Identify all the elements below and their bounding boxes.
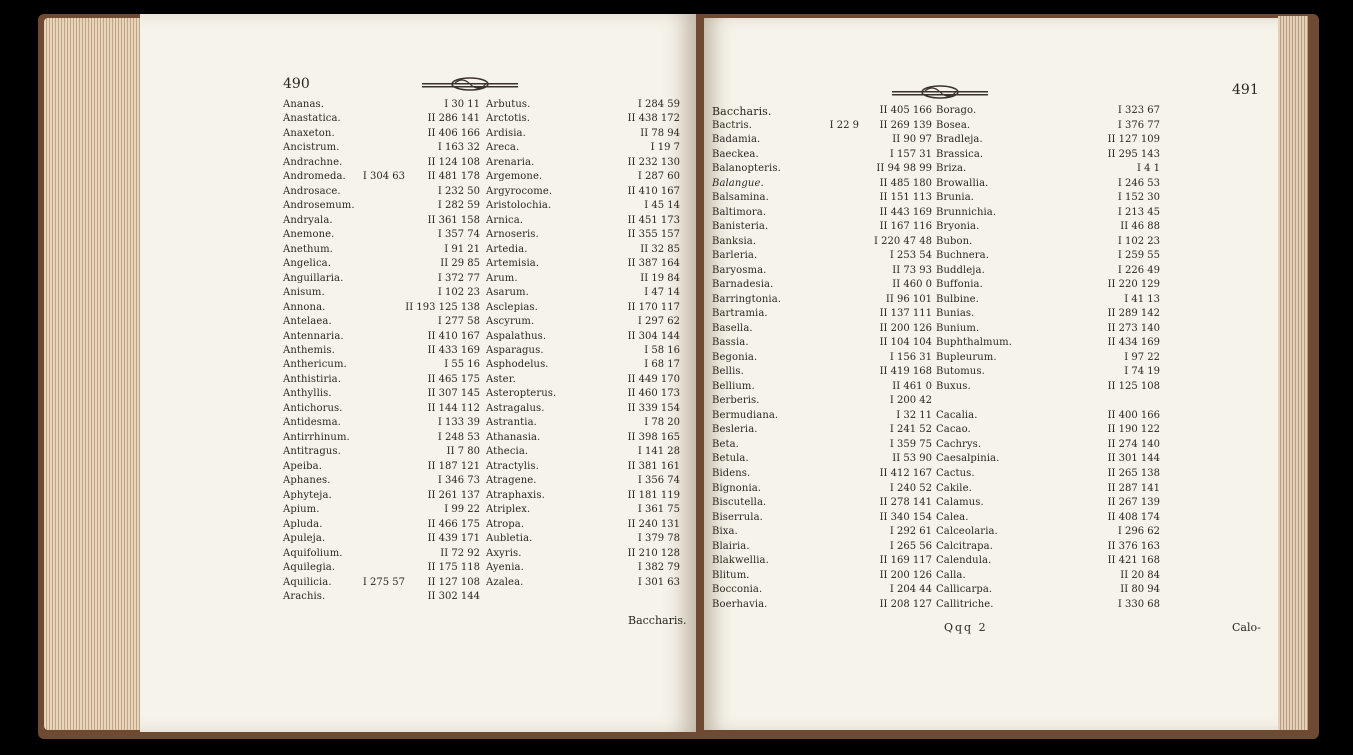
- page-reference: II 400 166: [1107, 410, 1160, 421]
- index-entry: Apium.: [283, 504, 320, 515]
- page-reference: II 451 173: [627, 215, 680, 226]
- index-entry: Angelica.: [283, 258, 332, 269]
- page-reference: II 267 139: [1107, 497, 1160, 508]
- page-reference: II 208 127: [879, 599, 932, 610]
- page-number-right: 491: [1232, 82, 1259, 98]
- page-reference: I 157 31: [889, 149, 932, 160]
- page-reference: II 410 167: [427, 331, 480, 342]
- index-entry: Anaxeton.: [283, 128, 335, 139]
- page-reference: II 466 175: [427, 519, 480, 530]
- index-entry: Banksia.: [712, 236, 757, 247]
- page-reference: I 277 58: [437, 316, 480, 327]
- page-reference: II 53 90: [892, 453, 932, 464]
- index-entry: Areca.: [486, 142, 520, 153]
- page-reference: II 220 129: [1107, 279, 1160, 290]
- page-edges-left: [44, 18, 144, 730]
- index-entry: Boerhavia.: [712, 599, 768, 610]
- index-entry: Aquilicia.: [283, 577, 332, 588]
- headpiece-ornament-right: [892, 84, 988, 100]
- page-reference: I 213 45: [1117, 207, 1160, 218]
- index-entry: Antirrhinum.: [283, 432, 350, 443]
- page-reference: II 137 111: [879, 308, 932, 319]
- page-reference: I 323 67: [1117, 105, 1160, 116]
- index-entry: Athecia.: [486, 446, 529, 457]
- page-reference: I 156 31: [889, 352, 932, 363]
- page-reference: II 124 108: [427, 157, 480, 168]
- index-entry: Arbutus.: [486, 99, 531, 110]
- index-entry: Asparagus.: [486, 345, 544, 356]
- index-entry: Arctotis.: [486, 113, 531, 124]
- index-entry: Argemone.: [486, 171, 543, 182]
- index-entry: Apuleja.: [283, 533, 326, 544]
- page-reference: II 289 142: [1107, 308, 1160, 319]
- index-entry: Antichorus.: [283, 403, 343, 414]
- index-entry: Antennaria.: [283, 331, 344, 342]
- page-edges-right: [1278, 16, 1308, 730]
- index-entry: Antitragus.: [283, 446, 341, 457]
- index-entry: Ananas.: [283, 99, 325, 110]
- page-reference: II 200 126: [879, 323, 932, 334]
- page-reference: II 96 101: [885, 294, 932, 305]
- page-reference: II 269 139: [879, 120, 932, 131]
- page-reference: II 29 85: [440, 258, 480, 269]
- page-reference: II 20 84: [1120, 570, 1160, 581]
- index-entry: Bidens.: [712, 468, 751, 479]
- index-entry: Brunnichia.: [936, 207, 997, 218]
- index-entry: Calcitrapa.: [936, 541, 994, 552]
- page-reference: I 141 28: [637, 446, 680, 457]
- page-reference: I 19 7: [650, 142, 680, 153]
- index-entry: Anemone.: [283, 229, 335, 240]
- index-entry: Callicarpa.: [936, 584, 993, 595]
- page-reference: II 465 175: [427, 374, 480, 385]
- index-entry: Athanasia.: [486, 432, 541, 443]
- page-reference: II 200 126: [879, 570, 932, 581]
- index-entry: Ascyrum.: [486, 316, 535, 327]
- page-reference: I 200 42: [889, 395, 932, 406]
- index-entry: Briza.: [936, 163, 967, 174]
- page-reference: I 58 16: [644, 345, 680, 356]
- right-page: [704, 18, 1278, 730]
- page-reference: II 307 145: [427, 388, 480, 399]
- index-entry: Arnoseris.: [486, 229, 539, 240]
- index-entry: Callitriche.: [936, 599, 994, 610]
- index-entry: Cactus.: [936, 468, 975, 479]
- page-reference: II 193 125 138: [405, 302, 480, 313]
- page-reference: I 30 11: [444, 99, 480, 110]
- page-reference: II 274 140: [1107, 439, 1160, 450]
- index-entry: Butomus.: [936, 366, 985, 377]
- page-reference: II 90 97: [892, 134, 932, 145]
- index-entry: Atragene.: [486, 475, 537, 486]
- index-entry: Bunias.: [936, 308, 975, 319]
- page-reference: II 376 163: [1107, 541, 1160, 552]
- page-reference: I 78 20: [644, 417, 680, 428]
- index-entry: Androsace.: [283, 186, 341, 197]
- index-entry: Balanopteris.: [712, 163, 781, 174]
- index-entry: Browallia.: [936, 178, 989, 189]
- page-reference: II 419 168: [879, 366, 932, 377]
- index-entry: Anthyllis.: [283, 388, 332, 399]
- index-entry: Bixa.: [712, 526, 738, 537]
- page-reference: II 32 85: [640, 244, 680, 255]
- index-entry: Cakile.: [936, 483, 972, 494]
- page-reference: II 273 140: [1107, 323, 1160, 334]
- index-entry: Baeckea.: [712, 149, 759, 160]
- page-reference: II 412 167: [879, 468, 932, 479]
- index-entry: Begonia.: [712, 352, 758, 363]
- index-entry: Aphyteja.: [283, 490, 332, 501]
- page-reference: I 102 23: [1117, 236, 1160, 247]
- index-entry: Baccharis.: [712, 105, 772, 118]
- index-entry: Antidesma.: [283, 417, 341, 428]
- signature-mark: Qqq 2: [944, 621, 988, 634]
- index-entry: Bulbine.: [936, 294, 979, 305]
- page-reference: II 7 80: [446, 446, 480, 457]
- page-reference: II 295 143: [1107, 149, 1160, 160]
- page-reference: II 443 169: [879, 207, 932, 218]
- page-reference: II 406 166: [427, 128, 480, 139]
- index-entry: Aster.: [486, 374, 516, 385]
- index-entry: Buxus.: [936, 381, 971, 392]
- index-entry: Balangue.: [712, 178, 764, 189]
- index-entry: Bubon.: [936, 236, 973, 247]
- page-reference: II 485 180: [879, 178, 932, 189]
- index-entry: Anthistiria.: [283, 374, 341, 385]
- page-reference: II 287 141: [1107, 483, 1160, 494]
- index-entry: Arnica.: [486, 215, 524, 226]
- index-entry: Calla.: [936, 570, 966, 581]
- index-entry: Biserrula.: [712, 512, 763, 523]
- page-reference: II 127 109: [1107, 134, 1160, 145]
- page-reference: II 210 128: [627, 548, 680, 559]
- page-reference: I 232 50: [437, 186, 480, 197]
- page-reference: II 72 92: [440, 548, 480, 559]
- index-entry: Barringtonia.: [712, 294, 782, 305]
- page-reference: I 45 14: [644, 200, 680, 211]
- page-reference: II 265 138: [1107, 468, 1160, 479]
- index-entry: Cacao.: [936, 424, 971, 435]
- index-entry: Atropa.: [486, 519, 525, 530]
- index-entry: Atriplex.: [486, 504, 531, 515]
- index-entry: Badamia.: [712, 134, 761, 145]
- page-reference: II 46 88: [1120, 221, 1160, 232]
- page-reference: I 297 62: [637, 316, 680, 327]
- page-reference: II 355 157: [627, 229, 680, 240]
- index-entry: Barnadesia.: [712, 279, 774, 290]
- page-reference: II 73 93: [892, 265, 932, 276]
- page-reference: I 301 63: [637, 577, 680, 588]
- index-entry: Blakwellia.: [712, 555, 769, 566]
- page-reference: I 379 78: [637, 533, 680, 544]
- page-reference: II 408 174: [1107, 512, 1160, 523]
- page-reference: I 68 17: [644, 359, 680, 370]
- page-reference: I 99 22: [444, 504, 480, 515]
- index-entry: Bradleja.: [936, 134, 983, 145]
- index-entry: Andryala.: [283, 215, 333, 226]
- index-entry: Bignonia.: [712, 483, 762, 494]
- index-entry: Bupleurum.: [936, 352, 997, 363]
- page-reference: II 19 84: [640, 273, 680, 284]
- index-entry: Andromeda.: [283, 171, 346, 182]
- page-reference: II 144 112: [427, 403, 480, 414]
- index-entry: Aphanes.: [283, 475, 331, 486]
- page-reference: II 381 161: [627, 461, 680, 472]
- index-entry: Buphthalmum.: [936, 337, 1013, 348]
- index-entry: Brassica.: [936, 149, 984, 160]
- page-reference: I 240 52: [889, 483, 932, 494]
- index-entry: Ayenia.: [486, 562, 524, 573]
- page-reference: II 125 108: [1107, 381, 1160, 392]
- index-entry: Borago.: [936, 105, 977, 116]
- index-entry: Arum.: [486, 273, 518, 284]
- page-reference: II 438 172: [627, 113, 680, 124]
- index-entry: Bermudiana.: [712, 410, 779, 421]
- page-reference: II 190 122: [1107, 424, 1160, 435]
- index-entry: Aquilegia.: [283, 562, 336, 573]
- page-reference: II 340 154: [879, 512, 932, 523]
- index-entry: Anethum.: [283, 244, 333, 255]
- page-reference: II 434 169: [1107, 337, 1160, 348]
- catchword-left: Baccharis.: [628, 614, 687, 627]
- index-entry: Basella.: [712, 323, 753, 334]
- page-reference: I 133 39: [437, 417, 480, 428]
- page-reference: I 102 23: [437, 287, 480, 298]
- page-reference: I 41 13: [1124, 294, 1160, 305]
- page-reference: II 433 169: [427, 345, 480, 356]
- left-page: [140, 14, 696, 732]
- page-reference: I 97 22: [1124, 352, 1160, 363]
- page-reference: II 151 113: [879, 192, 932, 203]
- index-entry: Anguillaria.: [283, 273, 344, 284]
- page-reference: I 330 68: [1117, 599, 1160, 610]
- index-entry: Androsemum.: [283, 200, 355, 211]
- index-entry: Anthericum.: [283, 359, 347, 370]
- index-entry: Apluda.: [283, 519, 323, 530]
- index-entry: Anisum.: [283, 287, 325, 298]
- page-reference: I 246 53: [1117, 178, 1160, 189]
- page-reference: I 248 53: [437, 432, 480, 443]
- page-reference: I 282 59: [437, 200, 480, 211]
- index-entry: Aubletia.: [486, 533, 533, 544]
- page-reference: I 241 52: [889, 424, 932, 435]
- index-entry: Brunia.: [936, 192, 975, 203]
- index-entry: Asteropterus.: [486, 388, 557, 399]
- page-reference: I 287 60: [637, 171, 680, 182]
- index-entry: Calceolaria.: [936, 526, 998, 537]
- page-reference: II 481 178: [427, 171, 480, 182]
- page-reference: I 32 11: [896, 410, 932, 421]
- index-entry: Bassia.: [712, 337, 749, 348]
- extra-reference: I 304 63: [362, 171, 405, 182]
- page-reference: II 410 167: [627, 186, 680, 197]
- page-reference: II 449 170: [627, 374, 680, 385]
- page-reference: I 226 49: [1117, 265, 1160, 276]
- index-entry: Apeiba.: [283, 461, 322, 472]
- page-reference: I 376 77: [1117, 120, 1160, 131]
- index-entry: Besleria.: [712, 424, 758, 435]
- index-entry: Blitum.: [712, 570, 750, 581]
- page-reference: I 372 77: [437, 273, 480, 284]
- page-reference: I 253 54: [889, 250, 932, 261]
- index-entry: Buchnera.: [936, 250, 990, 261]
- index-entry: Bactris.: [712, 120, 753, 131]
- index-entry: Bellis.: [712, 366, 744, 377]
- index-entry: Arenaria.: [486, 157, 535, 168]
- page-reference: I 55 16: [444, 359, 480, 370]
- page-reference: II 286 141: [427, 113, 480, 124]
- index-entry: Balsamina.: [712, 192, 769, 203]
- page-reference: II 181 119: [627, 490, 680, 501]
- page-reference: I 220 47 48: [873, 236, 932, 247]
- index-entry: Buddleja.: [936, 265, 985, 276]
- page-reference: II 175 118: [427, 562, 480, 573]
- extra-reference: I 22 9: [829, 120, 859, 131]
- page-reference: I 382 79: [637, 562, 680, 573]
- page-reference: II 232 130: [627, 157, 680, 168]
- index-entry: Caesalpinia.: [936, 453, 1000, 464]
- page-reference: I 74 19: [1124, 366, 1160, 377]
- page-reference: I 47 14: [644, 287, 680, 298]
- index-entry: Artemisia.: [486, 258, 540, 269]
- page-reference: II 339 154: [627, 403, 680, 414]
- index-entry: Asphodelus.: [486, 359, 549, 370]
- page-reference: II 439 171: [427, 533, 480, 544]
- index-entry: Ancistrum.: [283, 142, 340, 153]
- index-entry: Bryonia.: [936, 221, 980, 232]
- page-reference: II 261 137: [427, 490, 480, 501]
- page-reference: II 170 117: [627, 302, 680, 313]
- index-entry: Ardisia.: [486, 128, 526, 139]
- page-reference: II 460 173: [627, 388, 680, 399]
- page-reference: I 346 73: [437, 475, 480, 486]
- page-reference: II 304 144: [627, 331, 680, 342]
- index-entry: Bunium.: [936, 323, 980, 334]
- index-entry: Baltimora.: [712, 207, 767, 218]
- index-entry: Calea.: [936, 512, 969, 523]
- page-reference: II 421 168: [1107, 555, 1160, 566]
- index-entry: Cacalia.: [936, 410, 978, 421]
- index-entry: Bocconia.: [712, 584, 763, 595]
- page-reference: I 152 30: [1117, 192, 1160, 203]
- index-entry: Cachrys.: [936, 439, 982, 450]
- page-reference: I 296 62: [1117, 526, 1160, 537]
- index-entry: Calendula.: [936, 555, 992, 566]
- index-entry: Anthemis.: [283, 345, 335, 356]
- index-entry: Arachis.: [283, 591, 326, 602]
- page-reference: II 240 131: [627, 519, 680, 530]
- index-entry: Astrantia.: [486, 417, 537, 428]
- page-reference: I 163 32: [437, 142, 480, 153]
- index-entry: Asclepias.: [486, 302, 538, 313]
- index-entry: Aquifolium.: [283, 548, 343, 559]
- index-entry: Atraphaxis.: [486, 490, 545, 501]
- index-entry: Baryosma.: [712, 265, 767, 276]
- index-entry: Atractylis.: [486, 461, 539, 472]
- index-entry: Calamus.: [936, 497, 984, 508]
- index-entry: Asarum.: [486, 287, 529, 298]
- page-reference: II 187 121: [427, 461, 480, 472]
- page-reference: I 361 75: [637, 504, 680, 515]
- index-entry: Blairia.: [712, 541, 750, 552]
- page-reference: II 302 144: [427, 591, 480, 602]
- page-reference: I 259 55: [1117, 250, 1160, 261]
- index-entry: Antelaea.: [283, 316, 332, 327]
- page-reference: I 359 75: [889, 439, 932, 450]
- page-reference: II 461 0: [892, 381, 932, 392]
- page-reference: I 204 44: [889, 584, 932, 595]
- index-entry: Beta.: [712, 439, 739, 450]
- headpiece-ornament: [422, 76, 518, 92]
- index-entry: Azalea.: [486, 577, 524, 588]
- index-entry: Aristolochia.: [486, 200, 552, 211]
- page-reference: II 460 0: [892, 279, 932, 290]
- page-reference: II 94 98 99: [876, 163, 932, 174]
- index-entry: Barleria.: [712, 250, 758, 261]
- page-reference: II 169 117: [879, 555, 932, 566]
- page-reference: II 398 165: [627, 432, 680, 443]
- index-entry: Banisteria.: [712, 221, 769, 232]
- page-reference: I 284 59: [637, 99, 680, 110]
- page-number-left: 490: [283, 76, 310, 92]
- page-reference: II 405 166: [879, 105, 932, 116]
- page-reference: II 78 94: [640, 128, 680, 139]
- page-reference: I 356 74: [637, 475, 680, 486]
- page-reference: II 104 104: [879, 337, 932, 348]
- index-entry: Bosea.: [936, 120, 971, 131]
- index-entry: Axyris.: [486, 548, 522, 559]
- page-reference: II 361 158: [427, 215, 480, 226]
- index-entry: Buffonia.: [936, 279, 983, 290]
- index-entry: Andrachne.: [283, 157, 343, 168]
- page-reference: I 4 1: [1136, 163, 1160, 174]
- index-entry: Bellium.: [712, 381, 755, 392]
- index-entry: Argyrocome.: [486, 186, 553, 197]
- index-entry: Artedia.: [486, 244, 528, 255]
- index-entry: Bartramia.: [712, 308, 768, 319]
- page-reference: II 127 108: [427, 577, 480, 588]
- page-reference: II 387 164: [627, 258, 680, 269]
- page-reference: I 265 56: [889, 541, 932, 552]
- page-reference: II 278 141: [879, 497, 932, 508]
- page-reference: I 91 21: [444, 244, 480, 255]
- index-entry: Annona.: [283, 302, 326, 313]
- index-entry: Berberis.: [712, 395, 760, 406]
- page-reference: II 80 94: [1120, 584, 1160, 595]
- page-reference: II 167 116: [879, 221, 932, 232]
- catchword-right: Calo-: [1232, 621, 1261, 634]
- index-entry: Biscutella.: [712, 497, 767, 508]
- page-reference: I 292 61: [889, 526, 932, 537]
- extra-reference: I 275 57: [362, 577, 405, 588]
- index-entry: Astragalus.: [486, 403, 545, 414]
- index-entry: Betula.: [712, 453, 749, 464]
- page-reference: II 301 144: [1107, 453, 1160, 464]
- index-entry: Aspalathus.: [486, 331, 547, 342]
- index-entry: Anastatica.: [283, 113, 341, 124]
- page-reference: I 357 74: [437, 229, 480, 240]
